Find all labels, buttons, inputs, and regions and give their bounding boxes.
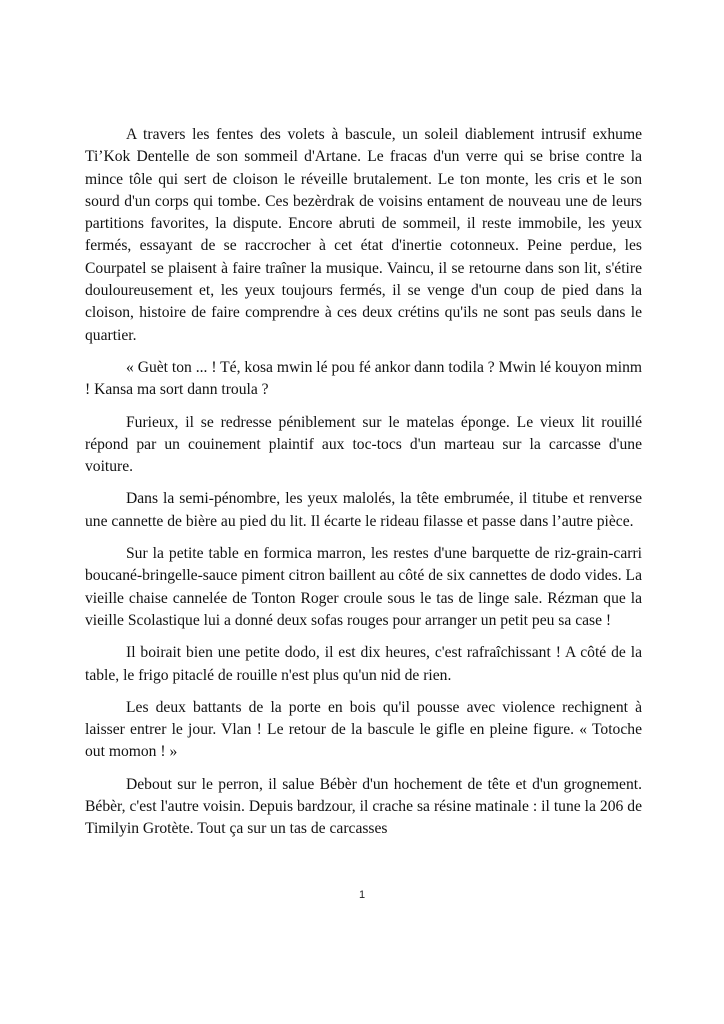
body-text bbox=[85, 124, 642, 851]
paragraph: « Guèt ton ... ! Té, kosa mwin lé pou fé ankor dann todila ? Mwin lé kouyon minm ! Kansa ma sort dann troula ? bbox=[85, 358, 642, 399]
paragraph: Les deux battants de la porte en bois qu'il pousse avec violence rechignent à laisser entrer le jour. Vlan ! Le retour de la bascule le gifle en pleine figure. « Totoche out momon ! » bbox=[85, 698, 642, 761]
paragraph: A travers les fentes des volets à bascule, un soleil diablement intrusif exhume Ti’Kok Dentelle de son sommeil d'Artane. Le fracas d'un verre qui se brise contre la mince tôle qui sert de cloison le réveille brutalement. Le ton monte, les cris et le son sourd d'un corps qui tombe. Ces bezèrdrak de voisins entament de nouveau une de leurs partitions favorites, la dispute. Encore abruti de sommeil, il reste immobile, les yeux fermés, essayant de se raccrocher à cet état d'inertie cotonneux. Peine perdue, les Courpatel se plaisent à faire traîner la musique. Vaincu, il se retourne dans son lit, s'étire douloureusement et, les yeux toujours fermés, il se venge d'un coup de pied dans la cloison, histoire de faire comprendre à ces deux crétins qu'ils ne sont pas seuls dans le quartier. bbox=[85, 126, 642, 344]
paragraph: Il boirait bien une petite dodo, il est dix heures, c'est rafraîchissant ! A côté de la table, le frigo pitaclé de rouille n'est plus qu'un nid de rien. bbox=[85, 644, 642, 684]
paragraph: Sur la petite table en formica marron, les restes d'une barquette de riz-grain-carri boucané-bringelle-sauce piment citron baillent au côté de six cannettes de dodo vides. La vieille chaise cannelée de Tonton Roger croule sous le tas de linge sale. Rézman que la vieille Scolastique lui a donné deux sofas rouges pour arranger un petit peu sa case ! bbox=[85, 545, 642, 629]
paragraph: Dans la semi-pénombre, les yeux malolés, la tête embrumée, il titube et renverse une cannette de bière au pied du lit. Il écarte le rideau filasse et passe dans l’autre pièce. bbox=[85, 490, 642, 530]
page-number: 1 bbox=[358, 889, 366, 901]
paragraph: Debout sur le perron, il salue Bébèr d'un hochement de tête et d'un grognement. Bébèr, c'est l'autre voisin. Depuis bardzour, il crache sa résine matinale : il tune la 206 de Timilyin Grotète. Tout ça sur un tas de carcasses bbox=[85, 775, 642, 838]
paragraph: Furieux, il se redresse péniblement sur le matelas éponge. Le vieux lit rouillé répond par un couinement plaintif aux toc-tocs d'un marteau sur la carcasse d'une voiture. bbox=[85, 413, 642, 476]
